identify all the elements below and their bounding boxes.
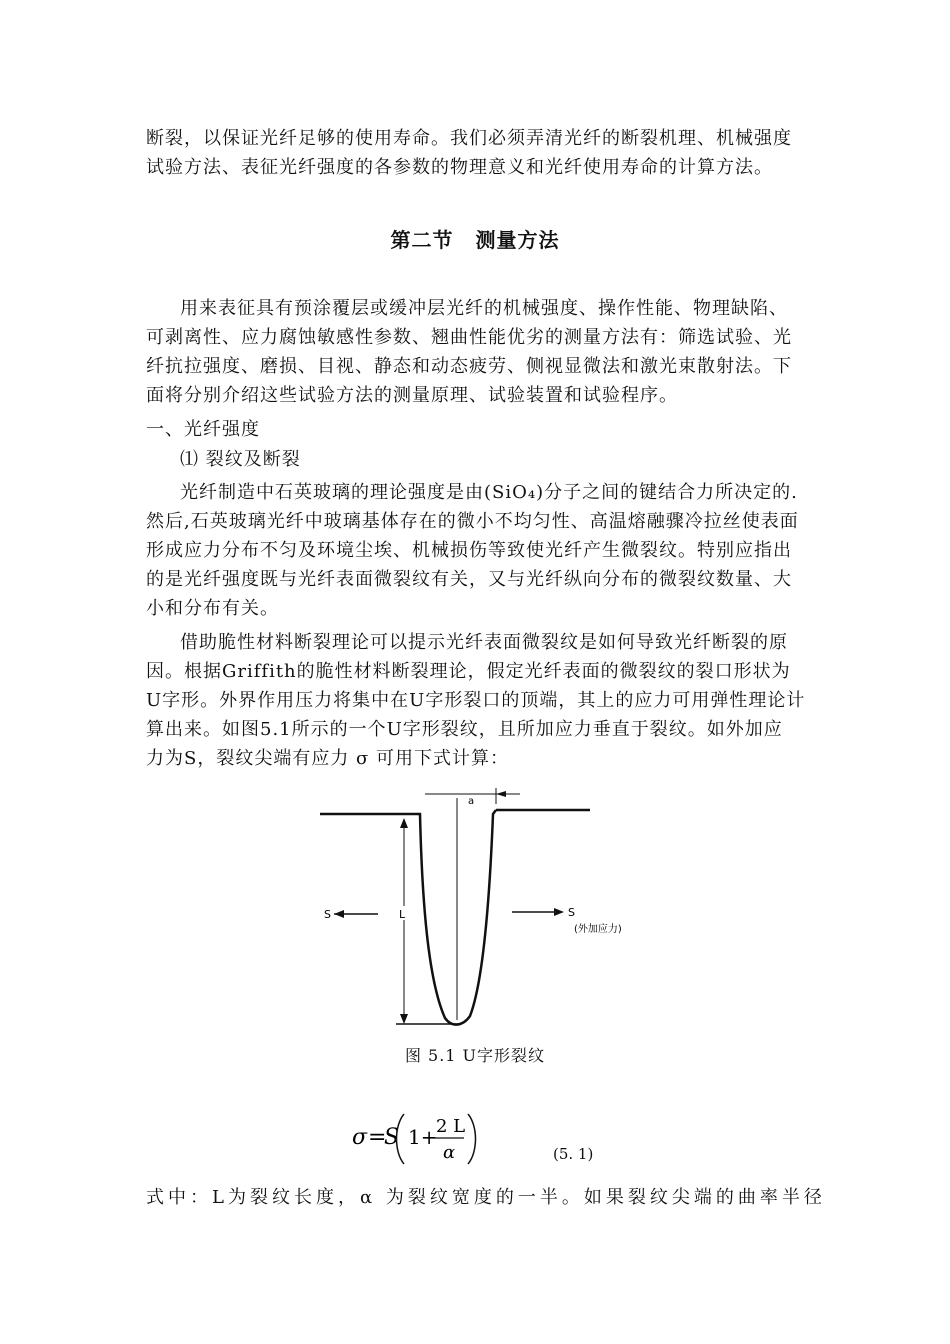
section-heading [0, 224, 950, 253]
width-arrow [496, 791, 506, 797]
label-external-stress: (外加应力) [574, 924, 622, 935]
u-crack-figure [300, 780, 660, 1040]
para4-line2: 因。根据Griffith的脆性材料断裂理论，假定光纤表面的微裂纹的裂口形状为 [146, 661, 791, 682]
subheading-fiber-strength: 一、光纤强度 [146, 419, 260, 440]
formula-numerator: 2 L [436, 1116, 466, 1137]
para3-line5: 小和分布有关。 [146, 598, 279, 619]
section-title: 测量方法 [475, 228, 560, 252]
para4-line1: 借助脆性材料断裂理论可以提示光纤表面微裂纹是如何导致光纤断裂的原 [180, 632, 788, 653]
para5-line1: 式中：L为裂纹长度，α 为裂纹宽度的一半。如果裂纹尖端的曲率半径 [146, 1187, 826, 1208]
para3-line4: 的是光纤强度既与光纤表面微裂纹有关，又与光纤纵向分布的微裂纹数量、大 [146, 569, 792, 590]
para2-line4: 面将分别介绍这些试验方法的测量原理、试验装置和试验程序。 [146, 385, 678, 406]
stress-arrowhead-right [554, 908, 564, 916]
para2-line2: 可剥离性、应力腐蚀敏感性参数、翘曲性能优劣的测量方法有：筛选试验、光 [146, 327, 792, 348]
section-number: 第二节 [390, 228, 454, 252]
formula-5-1 [352, 1108, 502, 1168]
length-arrow-bottom [400, 1014, 408, 1024]
equation-number: (5. 1) [553, 1145, 594, 1163]
para4-line4: 算出来。如图5.1所示的一个U字形裂纹，且所加应力垂直于裂纹。如外加应 [146, 719, 783, 740]
formula-one-plus: 1+ [408, 1125, 438, 1149]
label-L: L [399, 908, 406, 921]
formula-S: S [384, 1125, 400, 1150]
para3-line2: 然后,石英玻璃光纤中玻璃基体存在的微小不均匀性、高温熔融骤冷拉丝使表面 [146, 511, 799, 532]
para3-line1: 光纤制造中石英玻璃的理论强度是由(SiO₄)分子之间的键结合力所决定的. [180, 482, 798, 503]
label-S-right: S [568, 906, 575, 919]
para3-line3: 形成应力分布不匀及环境尘埃、机械损伤等致使光纤产生微裂纹。特别应指出 [146, 540, 792, 561]
u-crack-outline [414, 810, 496, 1025]
formula-sigma: σ [352, 1125, 368, 1150]
formula-equals: = [368, 1125, 387, 1150]
para1-line2: 试验方法、表征光纤强度的各参数的物理意义和光纤使用寿命的计算方法。 [146, 157, 773, 178]
label-a: a [468, 796, 475, 807]
formula-right-paren [468, 1114, 476, 1164]
para2-line3: 纤抗拉强度、磨损、目视、静态和动态疲劳、侧视显微法和激光束散射法。下 [146, 356, 792, 377]
subheading-crack-fracture: ⑴ 裂纹及断裂 [180, 449, 301, 470]
para2-line1: 用来表征具有预涂覆层或缓冲层光纤的机械强度、操作性能、物理缺陷、 [180, 298, 788, 319]
label-S-left: S [324, 908, 331, 921]
figure-caption: 图 5.1 U字形裂纹 [404, 1046, 546, 1065]
length-arrow-top [400, 818, 408, 828]
para1-line1: 断裂，以保证光纤足够的使用寿命。我们必须弄清光纤的断裂机理、机械强度 [146, 128, 792, 149]
stress-arrowhead-left [334, 910, 344, 918]
para4-line5: 力为S，裂纹尖端有应力 σ 可用下式计算： [146, 748, 510, 769]
para4-line3: U字形。外界作用压力将集中在U字形裂口的顶端，其上的应力可用弹性理论计 [146, 690, 806, 711]
formula-denominator: α [443, 1142, 456, 1163]
